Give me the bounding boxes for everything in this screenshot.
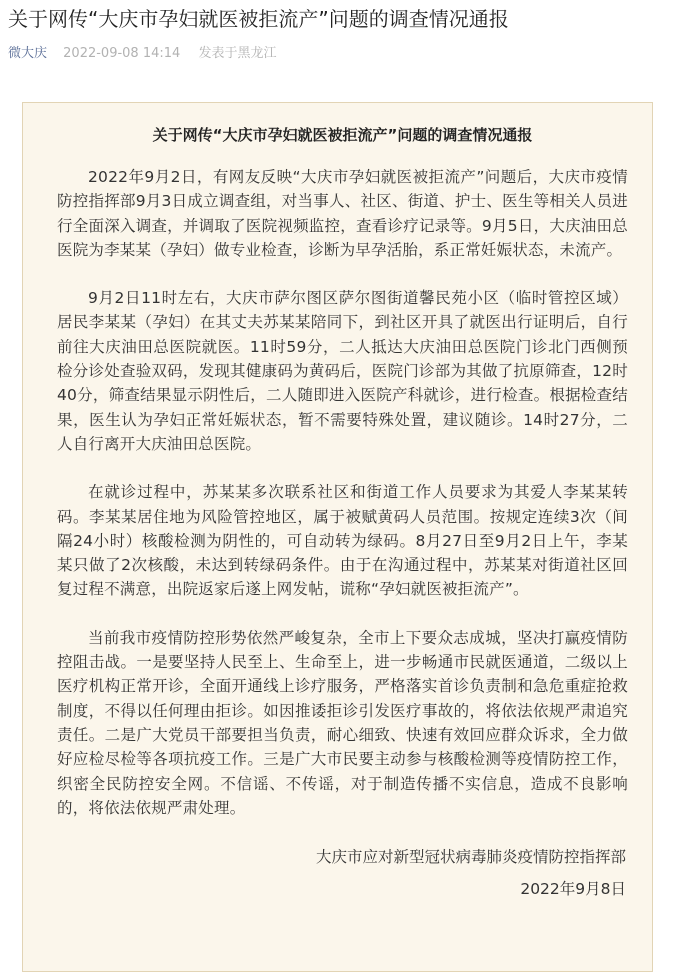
- notice-title: 关于网传“大庆市孕妇就医被拒流产”问题的调查情况通报: [152, 126, 533, 144]
- notice-paragraph: 当前我市疫情防控形势依然严峻复杂，全市上下要众志成城，坚决打赢疫情防控阻击战。一是要坚持人民至上、生命至上，进一步畅通市民就医通道，二级以上医疗机构正常开诊，全面开通线上诊疗服务，严格落实首诊负责制和急危重症抢救制度，不得以任何理由拒诊。如因推诿拒诊引发医疗事故的，将依法依规严肃追究责任。二是广大党员干部要担当负责，耐心细致、快速有效回应群众诉求，全力做好应检尽检等各项抗疫工作。三是广大市民要主动参与核酸检测等疫情防控工作，织密全民防控安全网。不信谣、不传谣，对于制造传播不实信息，造成不良影响的，将依法依规严肃处理。: [57, 628, 628, 817]
- notice-paragraph: 2022年9月2日，有网友反映“大庆市孕妇就医被拒流产”问题后，大庆市疫情防控指挥部9月3日成立调查组，对当事人、社区、街道、护士、医生等相关人员进行全面深入调查，并调取了医院视频监控，查看诊疗记录等。9月5日，大庆油田总医院为李某某（孕妇）做专业检查，诊断为早孕活胎，系正常妊娠状态，未流产。: [57, 168, 628, 259]
- article-title: 关于网传“大庆市孕妇就医被拒流产”问题的调查情况通报: [8, 7, 509, 31]
- notice-card: [22, 102, 653, 972]
- notice-paragraph: 在就诊过程中，苏某某多次联系社区和街道工作人员要求为其爱人李某某转码。李某某居住地为风险管控地区，属于被赋黄码人员范围。按规定连续3次（间隔24小时）核酸检测为阴性的，可自动转为绿码。8月27日至9月2日上午，李某某只做了2次核酸，未达到转绿码条件。由于在沟通过程中，苏某某对街道社区回复过程不满意，出院返家后遂上网发帖，谎称“孕妇就医被拒流产”。: [57, 483, 628, 599]
- signature-org: 大庆市应对新型冠状病毒肺炎疫情防控指挥部: [315, 848, 626, 867]
- account-name-link[interactable]: 微大庆: [8, 46, 48, 61]
- signature-date: 2022年9月8日: [520, 880, 626, 899]
- article-meta: [8, 42, 276, 61]
- publish-datetime: 2022-09-08 14:14: [63, 46, 181, 61]
- publish-location: 发表于黑龙江: [198, 46, 277, 61]
- notice-paragraph: 9月2日11时左右，大庆市萨尔图区萨尔图街道馨民苑小区（临时管控区域）居民李某某（孕妇）在其丈夫苏某某陪同下，到社区开具了就医出行证明后，自行前往大庆油田总医院就医。11时59分，二人抵达大庆油田总医院门诊北门西侧预检分诊处查验双码，发现其健康码为黄码后，医院门诊部为其做了抗原筛查，12时40分，筛查结果显示阴性后，二人随即进入医院产科就诊，进行检查。根据检查结果，医生认为孕妇正常妊娠状态，暂不需要特殊处置，建议随诊。14时27分，二人自行离开大庆油田总医院。: [57, 289, 628, 453]
